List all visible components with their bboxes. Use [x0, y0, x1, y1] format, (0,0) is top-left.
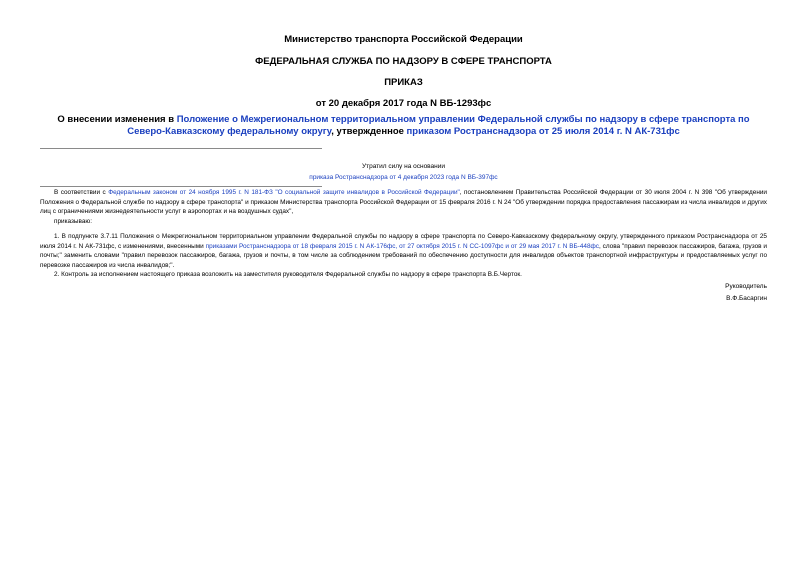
point-1-text: [40, 232, 767, 270]
title-link-regulation[interactable]: Положение о Межрегиональном территориальном управлении Федеральной службы по надзору в сфере транспорта по Северо-Кавказскому федеральному округу: [127, 114, 750, 137]
title-link-order[interactable]: приказом Ространснадзора от 25 июля 2014 г. N АК-731фс: [406, 126, 680, 137]
order-word: [40, 217, 767, 227]
ministry-heading: Министерство транспорта Российской Федерации: [284, 34, 523, 45]
point-1-start: 1. В подпункте 3.7.11 Положения о Межрегиональном территориальном управлении Федеральной службы по надзору в сфере транспорта по Северо-Кавказскому федеральному округу, утвержденного приказом Ространснадзора от 25 июля 2014 г. N АК-731фс, с изменениями, внесенными: [40, 233, 767, 250]
order-word-text: приказываю:: [54, 218, 92, 225]
lost-force-note: Утратил силу на основании: [361, 163, 446, 170]
paragraph-preamble: [40, 188, 767, 217]
lost-force-link[interactable]: приказа Ространснадзора от 4 декабря 2023 года N ВБ-397фс: [309, 174, 498, 181]
preamble-text: [40, 188, 767, 217]
paragraph-point-2: [40, 270, 767, 280]
document-type: ПРИКАЗ: [384, 77, 423, 88]
federal-law-link[interactable]: Федеральным законом от 24 ноября 1995 г. N 181-ФЗ "О социальной защите инвалидов в Российской Федерации": [108, 189, 460, 196]
divider-bottom: [40, 186, 322, 187]
signature-position: Руководитель: [725, 283, 767, 290]
title-middle: , утвержденное: [331, 126, 407, 137]
signature-name: В.Ф.Басаргин: [726, 295, 767, 302]
title-prefix: О внесении изменения в: [57, 114, 177, 125]
paragraph-point-1: [40, 232, 767, 270]
lost-force-link-wrapper: [0, 174, 807, 181]
preamble-start: В соответствии с: [54, 189, 109, 196]
point-1-rest: , слова "правил перевозок пассажиров, багажа, грузов и почты;" заменить словами "правил перевозок пассажиров, багажа, грузов и почты, в том числе за соблюдением требований по обеспечению доступности для инвалидов объектов транспортной инфраструктуры и предоставляемых услуг по перевозке пассажиров из числа инвалидов;".: [40, 242, 768, 269]
amending-orders-link[interactable]: приказами Ространснадзора от 18 февраля 2015 г. N АК-176фс, от 27 октября 2015 г. N СС-1097фс и от 29 мая 2017 г. N ВБ-448фс: [205, 242, 599, 250]
preamble-rest: , постановлением Правительства Российской Федерации от 30 июля 2004 г. N 398 "Об утверждении Положения о Федеральной службе по надзору в сфере транспорта" и приказом Министерства транспорта Российской Федерации от 15 февраля 2016 г. N 24 "Об утверждении порядка предоставления пассажирам из числа инвалидов и других лиц с ограничениями жизнедеятельности услуг в аэропортах и на воздушных судах",: [40, 189, 767, 216]
divider-top: [40, 148, 322, 149]
service-heading: ФЕДЕРАЛЬНАЯ СЛУЖБА ПО НАДЗОРУ В СФЕРЕ ТРАНСПОРТА: [255, 56, 552, 67]
point-2-text: 2. Контроль за исполнением настоящего приказа возложить на заместителя руководителя Федеральной службы по надзору в сфере транспорта В.Б.Черток.: [54, 271, 522, 278]
document-date-number: от 20 декабря 2017 года N ВБ-1293фс: [315, 98, 492, 109]
document-title: [40, 114, 767, 138]
